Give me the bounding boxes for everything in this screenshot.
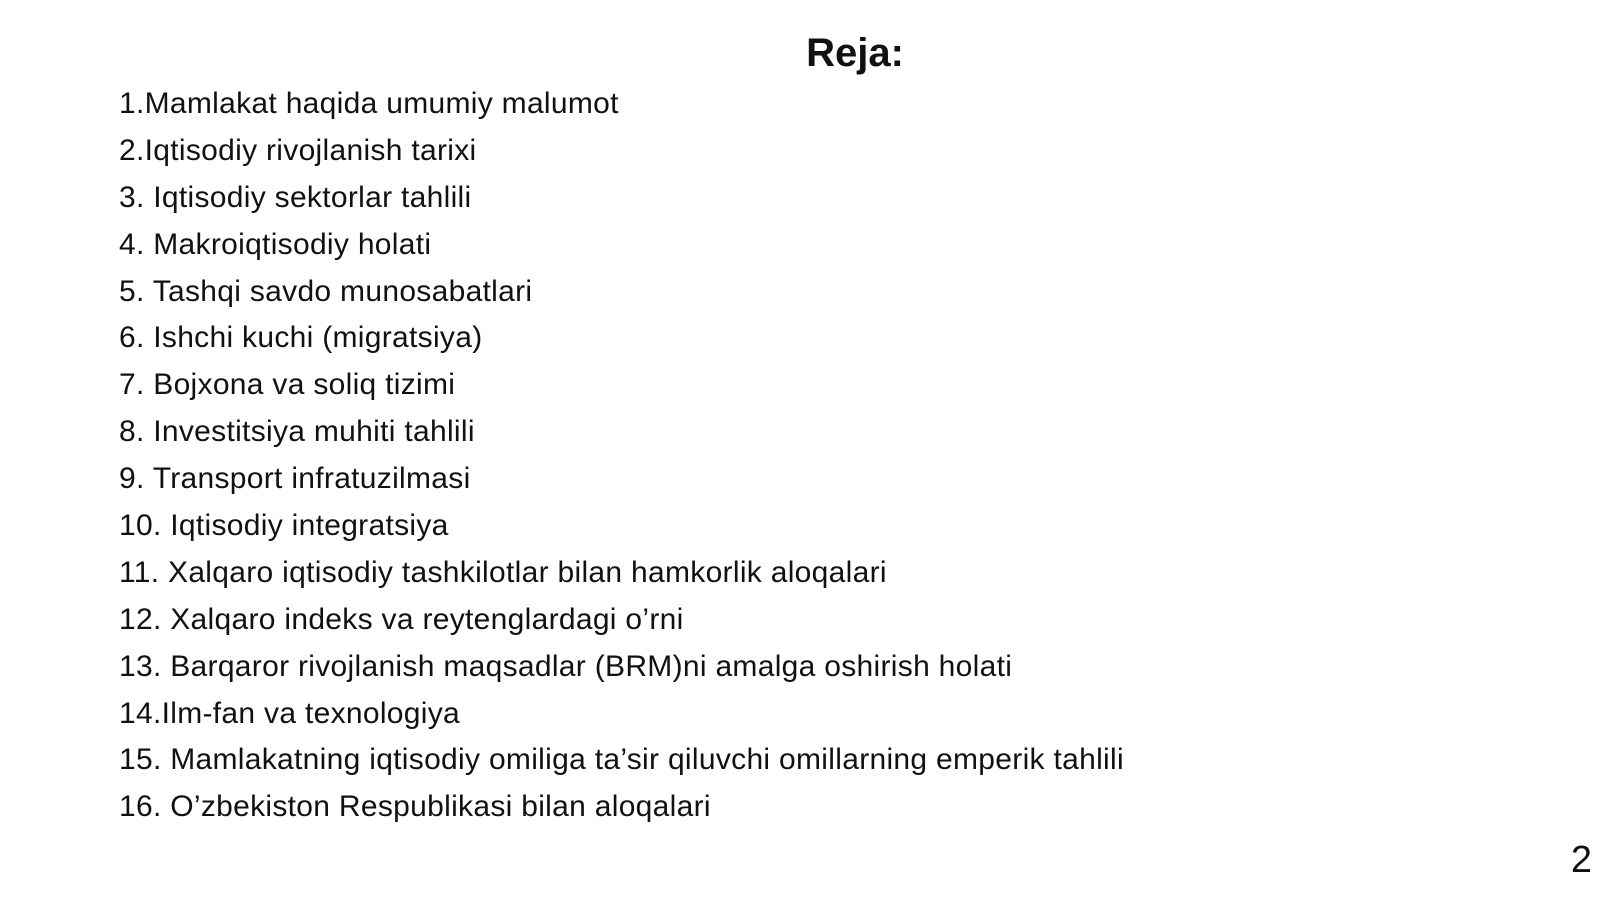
plan-item [119, 81, 1124, 128]
plan-item-text: 14.Ilm-fan va texnologiya [119, 696, 461, 730]
page-number: 2 [1570, 839, 1592, 881]
plan-item-text: 3. Iqtisodiy sektorlar tahlili [119, 180, 472, 214]
plan-item [119, 409, 1124, 456]
plan-item [119, 550, 1124, 597]
plan-item-text: 16. O’zbekiston Respublikasi bilan aloqalari [119, 790, 711, 824]
plan-item [119, 503, 1124, 550]
plan-item [119, 362, 1124, 409]
plan-item [119, 269, 1124, 316]
plan-item-text: 6. Ishchi kuchi (migratsiya) [119, 321, 483, 355]
plan-item [119, 128, 1124, 175]
plan-item-text: 5. Tashqi savdo munosabatlari [119, 274, 533, 308]
plan-item [119, 691, 1124, 738]
plan-item [119, 644, 1124, 691]
plan-item-text: 1.Mamlakat haqida umumiy malumot [119, 87, 619, 120]
plan-item-text: 2.Iqtisodiy rivojlanish tarixi [119, 133, 477, 167]
plan-item-text: 4. Makroiqtisodiy holati [119, 227, 432, 261]
plan-item [119, 222, 1124, 269]
plan-item-text: 12. Xalqaro indeks va reytenglardagi o’rni [119, 602, 684, 636]
plan-item [119, 597, 1124, 644]
plan-item-text: 15. Mamlakatning iqtisodiy omiliga ta’sir qiluvchi omillarning emperik tahlili [119, 743, 1124, 777]
plan-item [119, 175, 1124, 222]
plan-item [119, 456, 1124, 503]
plan-item-text: 10. Iqtisodiy integratsiya [119, 509, 449, 543]
plan-list [119, 81, 1124, 831]
plan-item [119, 737, 1124, 784]
plan-item-text: 11. Xalqaro iqtisodiy tashkilotlar bilan hamkorlik aloqalari [119, 555, 887, 589]
plan-item-text: 7. Bojxona va soliq tizimi [119, 368, 456, 402]
slide-title: Reja: [806, 31, 904, 75]
plan-item-text: 13. Barqaror rivojlanish maqsadlar (BRM)ni amalga oshirish holati [119, 649, 1013, 683]
plan-item [119, 315, 1124, 362]
plan-item-text: 8. Investitsiya muhiti tahlili [119, 415, 475, 449]
plan-item-text: 9. Transport infratuzilmasi [119, 462, 471, 496]
plan-item [119, 784, 1124, 831]
